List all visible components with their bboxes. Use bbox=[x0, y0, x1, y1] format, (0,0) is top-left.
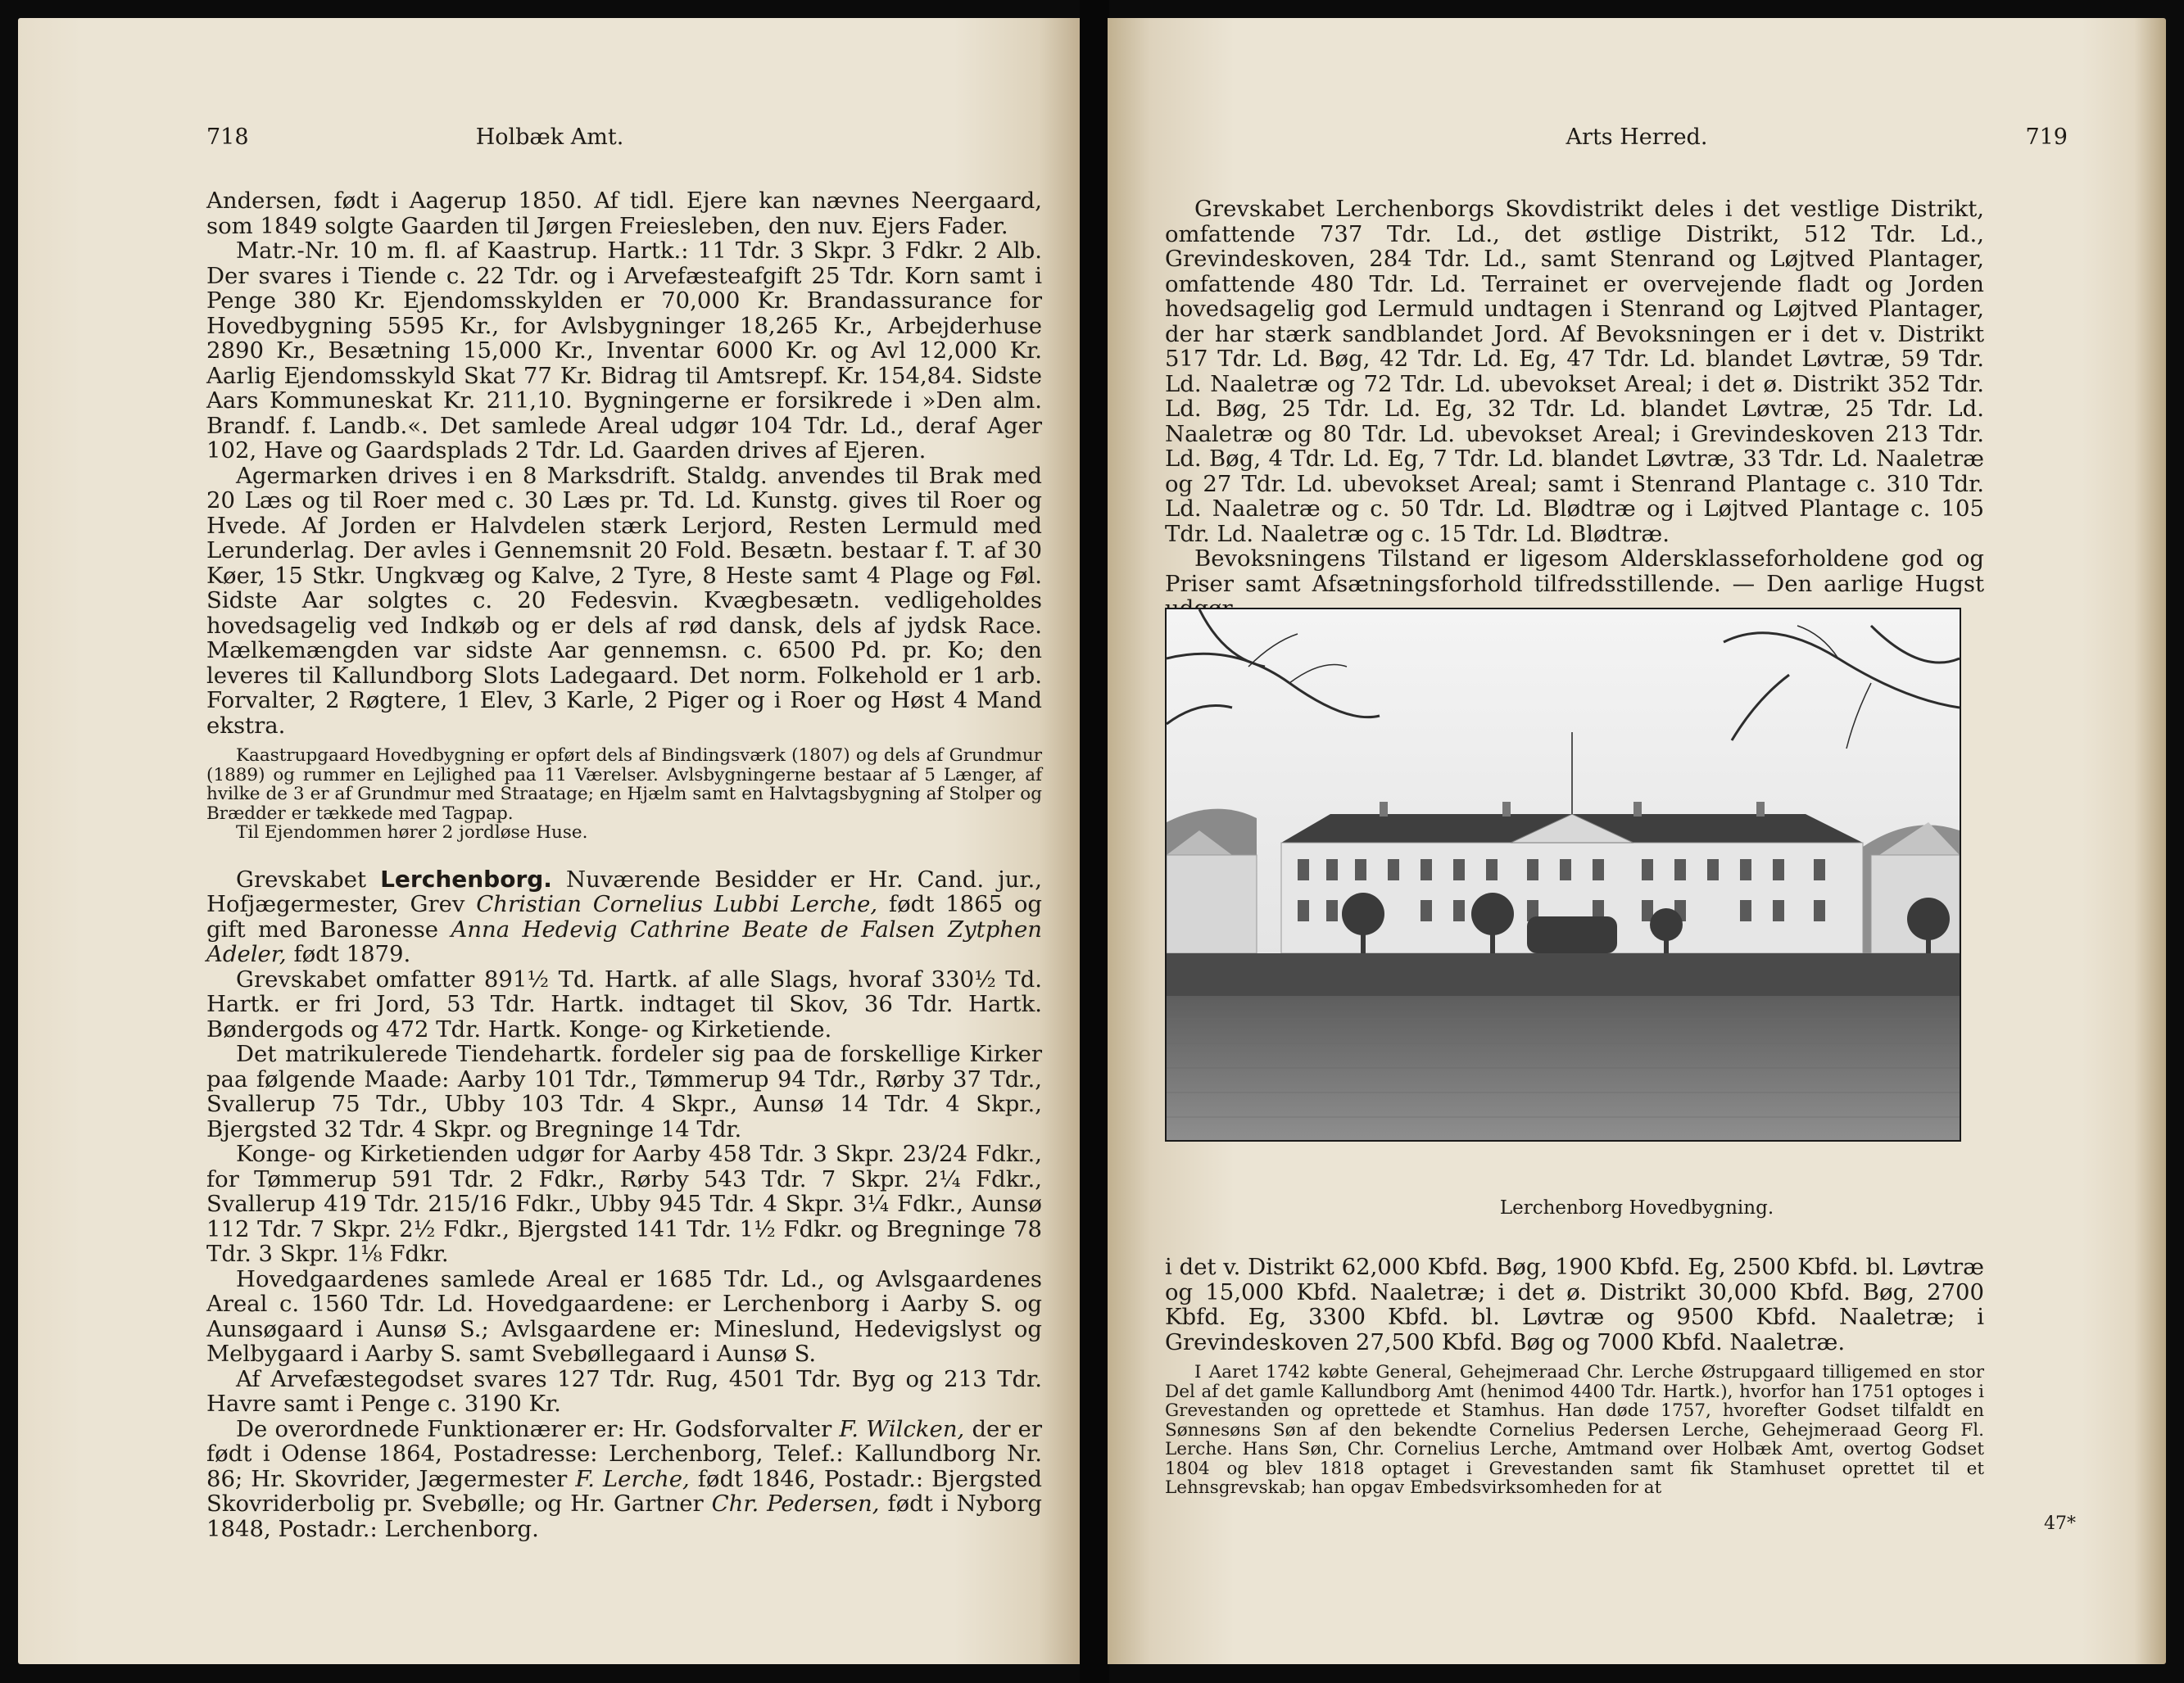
photo-caption: Lerchenborg Hovedbygning. bbox=[1499, 1197, 1774, 1219]
paragraph: Hovedgaardenes samlede Areal er 1685 Tdr. Ld., og Avlsgaardenes Areal c. 1560 Tdr. Ld. Hovedgaardene: er Lerchenborg i Aarby S. og Aunsøgaard i Aunsø S.; Avlsgaardene er: Mineslund, Hedevigslyst og Melbygaard i Aarby S. samt Svebøllegaard i Aunsø S. bbox=[206, 1265, 1042, 1367]
small-print bbox=[1165, 1363, 1984, 1498]
paragraph: Grevskabet omfatter 891½ Td. Hartk. af alle Slags, hvoraf 330½ Td. Hartk. er fri Jord, 53 Tdr. Hartk. indtaget til Skov, 36 Tdr. Hartk. Bøndergods og 472 Tdr. Hartk. Konge- og Kirketiende. bbox=[206, 966, 1042, 1043]
running-head: Holbæk Amt. bbox=[475, 124, 624, 150]
text-run: født 1846, Postadr.: Bjergsted Skovriderbolig pr. Svebølle; og Hr. Gartner bbox=[206, 1465, 1042, 1517]
small-print bbox=[206, 746, 1042, 843]
paragraph: Agermarken drives i en 8 Marksdrift. Staldg. anvendes til Brak med 20 Læs og til Roer med c. 30 Læs pr. Td. Ld. Kunstg. gives til Roer og Hvede. Af Jorden er Halvdelen stærk Lerjord, Resten Lermuld med Lerunderlag. Der avles i Gennemsnit 20 Fold. Besætn. bestaar f. T. af 30 Køer, 15 Stkr. Ungkvæg og Kalve, 2 Tyre, 8 Heste samt 4 Plage og Føl. Sidste Aar solgtes c. 20 Fedesvin. Kvægbesætn. vedligeholdes hovedsagelig ved Indkøb og er dels af rød dansk, dels af jydsk Race. Mælkemængden var sidste Aar gennemsn. c. 6500 Pd. pr. Ko; den leveres til Kallundborg Slots Ladegaard. Det norm. Folkehold er 1 arb. Forvalter, 2 Røgtere, 1 Elev, 3 Karle, 2 Piger og i Roer og Høst 4 Mand ekstra. bbox=[206, 462, 1042, 739]
manor-photo-image bbox=[1167, 609, 1960, 1140]
section-gap bbox=[206, 843, 1042, 867]
paragraph: Andersen, født i Aagerup 1850. Af tidl. Ejere kan nævnes Neergaard, som 1849 solgte Gaarden til Jørgen Freiesleben, den nuv. Ejers Fader. bbox=[206, 188, 1042, 239]
lerchenborg-photo bbox=[1165, 608, 1961, 1142]
paragraph: I Aaret 1742 købte General, Gehejmeraad Chr. Lerche Østrupgaard tilligemed en stor Del af det gamle Kallundborg Amt (henimod 4400 Tdr. Hartk.), hvorfor han 1751 optoges i Grevestanden og oprettede et Stamhus. Han døde 1757, hvorefter Godset tilfaldt en Sønnesøns Søn af den bekendte Cornelius Pedersen Lerche, Gehejmeraad Georg Fl. Lerche. Hans Søn, Chr. Cornelius Lerche, Amtmand over Holbæk Amt, overtog Godset 1804 og blev 1818 optaget i Grevestanden samt fik Stamhuset oprettet til et Lehnsgrevskab; han opgav Embedsvirksomheden for at bbox=[1165, 1362, 1984, 1498]
person-name: F. Wilcken, bbox=[839, 1415, 965, 1442]
paragraph: Bevoksningens Tilstand er ligesom Aldersklasseforholdene god og Priser samt Afsætningsforhold tilfredsstillende. — Den aarlige Hugst bbox=[1165, 545, 1984, 597]
right-text-block-top bbox=[1165, 197, 1984, 622]
paragraph: Matr.-Nr. 10 m. fl. af Kaastrup. Hartk.: 11 Tdr. 3 Skpr. 3 Fdkr. 2 Alb. Der svares i Tiende c. 22 Tdr. og i Arvefæsteafgift 25 Tdr. Korn samt i Penge 380 Kr. Ejendomsskylden er 70,000 Kr. Brandassurance for Hovedbygning 5595 Kr., for Avlsbygninger 18,265 Kr., Arbejderhuse 2890 Kr., Besætning 15,000 Kr., Inventar 6000 Kr. og Avl 12,000 Kr. Aarlig Ejendomsskyld Skat 77 Kr. Bidrag til Amtsrepf. Kr. 154,84. Sidste Aars Kommuneskat Kr. 211,10. Bygningerne er forsikrede i »Den alm. Brandf. f. Landb.«. Det samlede Areal udgør 104 Tdr. Ld., deraf Ager 102, Have og Gaardsplads 2 Tdr. Ld. Gaarden drives af Ejeren. bbox=[206, 238, 1042, 464]
person-name: F. Lerche, bbox=[575, 1465, 690, 1492]
owner-mid: født 1865 og gift med Baronesse bbox=[206, 891, 1042, 943]
owner-end: født 1879. bbox=[293, 941, 411, 967]
book-gutter bbox=[1080, 0, 1109, 1683]
paragraph: Grevskabet Lerchenborgs Skovdistrikt deles i det vestlige Distrikt, omfattende 737 Tdr. Ld., det østlige Distrikt, 512 Tdr. Ld., Grevindeskoven, 284 Tdr. Ld., samt Stenrand og Løjtved Plantager, omfattende 480 Tdr. Ld. Terrainet er overvejende fladt og Jorden hovedsagelig god Lermuld undtagen i Stenrand og Løjtved Plantager, der har stærk sandblandet Jord. Af Bevoksningen er i det v. Distrikt 517 Tdr. Ld. Bøg, 42 Tdr. Ld. Eg, 47 Tdr. Ld. blandet Løvtræ, 59 Tdr. Ld. Naaletræ og 72 Tdr. Ld. ubevokset Areal; i det ø. Distrikt 352 Tdr. Ld. Bøg, 25 Tdr. Ld. Eg, 32 Tdr. Ld. blandet Løvtræ, 25 Tdr. Ld. Naaletræ og 80 Tdr. Ld. ubevokset Areal; i Grevindeskoven 213 Tdr. Ld. Bøg, 4 Tdr. Ld. Eg, 7 Tdr. Ld. blandet Løvtræ, 33 Tdr. Ld. Naaletræ og 27 Tdr. Ld. ubevokset Areal; samt i Stenrand Plantage c. 310 Tdr. Ld. Naaletræ og c. 50 Tdr. Ld. Blødtræ og i Løjtved Plantage c. 105 Tdr. Ld. Naaletræ og c. 15 Tdr. Ld. Blødtræ. bbox=[1165, 196, 1984, 547]
estate-name: Lerchenborg. bbox=[380, 865, 552, 893]
person-name: Chr. Pedersen, bbox=[711, 1491, 880, 1517]
paragraph: Til Ejendommen hører 2 jordløse Huse. bbox=[236, 822, 588, 843]
estate-intro-rest: Nuværende Besidder er Hr. Cand. jur., Hofjægermester, Grev bbox=[206, 866, 1042, 917]
paragraph: Konge- og Kirketienden udgør for Aarby 458 Tdr. 3 Skpr. 23/24 Fdkr., for Tømmerup 591 Tdr. 2 Fdkr., Rørby 543 Tdr. 7 Skpr. 2¼ Fdkr., Svallerup 419 Tdr. 215/16 Fdkr., Ubby 945 Tdr. 4 Skpr. 3¼ Fdkr., Aunsø 112 Tdr. 7 Skpr. 2½ Fdkr., Bjergsted 141 Tdr. 1½ Fdkr. og Bregninge 78 Tdr. 3 Skpr. 1⅛ Fdkr. bbox=[206, 1141, 1042, 1267]
paragraph: Det matrikulerede Tiendehartk. fordeler sig paa de forskellige Kirker paa følgende Maade: Aarby 101 Tdr., Tømmerup 94 Tdr., Rørby 37 Tdr., Svallerup 75 Tdr., Ubby 103 Tdr. 4 Skpr., Aunsø 14 Tdr. 4 Skpr., Bjergsted 32 Tdr. 4 Skpr. og Bregninge 14 Tdr. bbox=[206, 1041, 1042, 1142]
signature-mark: 47* bbox=[2044, 1513, 2076, 1534]
page-number: 719 bbox=[2025, 124, 2068, 150]
wife-name: Anna Hedevig Cathrine Beate de Falsen Zytphen Adeler, bbox=[206, 916, 1042, 967]
owner-name: Christian Cornelius Lubbi Lerche, bbox=[476, 891, 878, 917]
text-run: født i Nyborg 1848, Postadr.: Lerchenborg. bbox=[206, 1491, 1042, 1542]
paragraph: Kaastrupgaard Hovedbygning er opført dels af Bindingsværk (1807) og dels af Grundmur (1889) og rummer en Lejlighed paa 11 Værelser. Avlsbygningerne bestaar af 5 Længer, af hvilke de 3 er af Grundmur med Straatage; en Hjælm samt en Halvtagsbygning af Stolper og Brædder er tækkede med Tagpap. bbox=[206, 745, 1042, 824]
right-page bbox=[1108, 18, 2166, 1664]
paragraph: i det v. Distrikt 62,000 Kbfd. Bøg, 1900 Kbfd. Eg, 2500 Kbfd. bl. Løvtræ og 15,000 Kbfd. Naaletræ; i det ø. Distrikt 30,000 Kbfd. Bøg, 2700 Kbfd. Eg, 3300 Kbfd. bl. Løvtræ og 9500 Kbfd. Naaletræ; i Grevindeskoven 27,500 Kbfd. Bøg og 7000 Kbfd. Naaletræ. bbox=[1165, 1254, 1984, 1355]
functionaries-paragraph bbox=[206, 1417, 1042, 1542]
left-page bbox=[18, 18, 1081, 1664]
estate-paragraph bbox=[206, 867, 1042, 967]
running-head: Arts Herred. bbox=[1566, 124, 1708, 150]
paragraph: Af Arvefæstegodset svares 127 Tdr. Rug, 4501 Tdr. Byg og 213 Tdr. Havre samt i Penge c. 3190 Kr. bbox=[206, 1365, 1042, 1417]
left-text-block bbox=[206, 188, 1042, 1541]
right-text-block-bottom bbox=[1165, 1255, 1984, 1498]
text-run: De overordnede Funktionærer er: Hr. Godsforvalter bbox=[236, 1415, 832, 1442]
page-number: 718 bbox=[206, 124, 249, 150]
estate-intro: Grevskabet bbox=[236, 866, 367, 893]
text-run: der er født i Odense 1864, Postadresse: Lerchenborg, Telef.: Kallundborg Nr. 86; Hr. Skovrider, Jægermester bbox=[206, 1415, 1043, 1492]
